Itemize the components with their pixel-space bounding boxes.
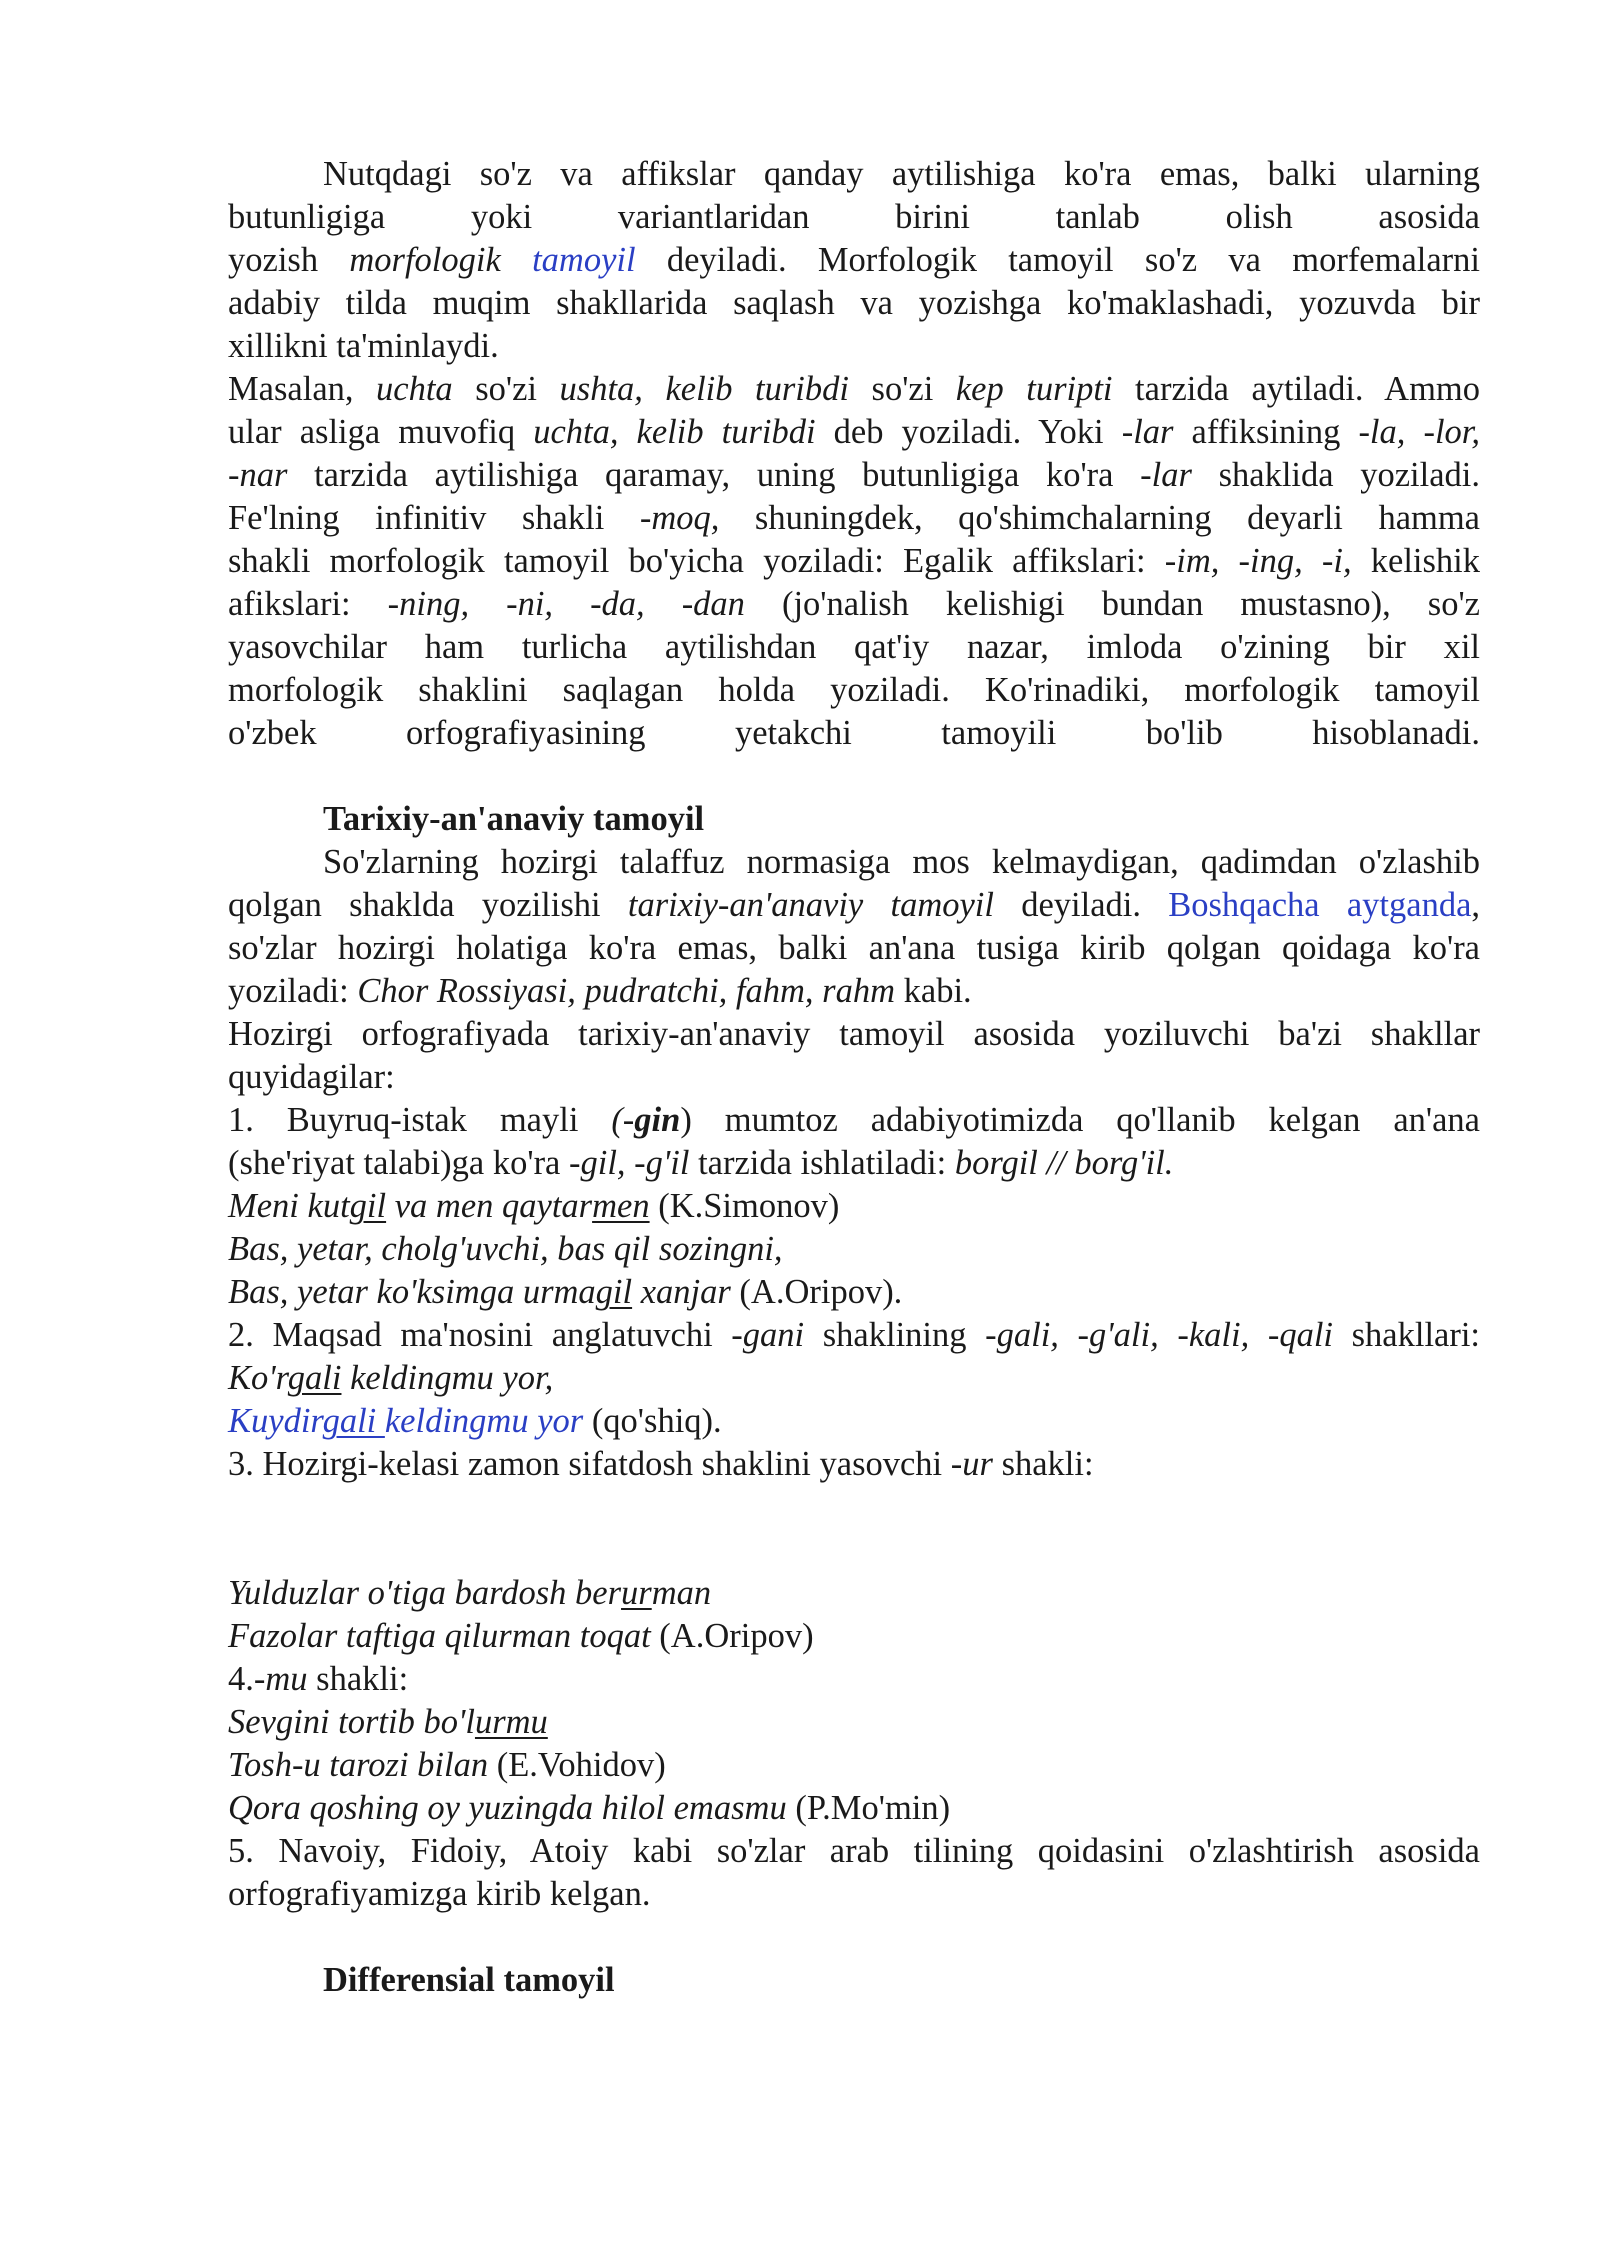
paragraph-line: Masalan, uchta so'zi ushta, kelib turibdi so'zi kep turipti tarzida aytiladi. Ammo [228, 370, 1480, 408]
paragraph-line: o'zbek orfografiyasining yetakchi tamoyili bo'lib hisoblanadi. [228, 714, 1480, 752]
paragraph-line: xillikni ta'minlaydi. [228, 327, 499, 365]
term-link: Boshqacha aytganda [1168, 886, 1472, 924]
quote-line: Kuydirgali keldingmu yor (qo'shiq). [228, 1402, 722, 1440]
document-body [228, 153, 1480, 2002]
list-item: (she'riyat talabi)ga ko'ra -gil, -g'il tarzida ishlatiladi: borgil // borg'il. [228, 1144, 1174, 1182]
paragraph-line: so'zlar hozirgi holatiga ko'ra emas, balki an'ana tusiga kirib qolgan qoidaga ko'ra [228, 929, 1480, 967]
term-link: tamoyil [532, 241, 636, 279]
quote-line: Bas, yetar ko'ksimga urmagil xanjar (A.Oripov). [228, 1273, 903, 1311]
paragraph-line: butunligiga yoki variantlaridan birini tanlab olish asosida [228, 198, 1480, 236]
paragraph-line: afikslari: -ning, -ni, -da, -dan (jo'nalish kelishigi bundan mustasno), so'z [228, 585, 1480, 623]
quote-line: Sevgini tortib bo'lurmu [228, 1703, 548, 1741]
paragraph-line: yasovchilar ham turlicha aytilishdan qat'iy nazar, imloda o'zining bir xil [228, 628, 1480, 666]
paragraph-line: morfologik shaklini saqlagan holda yoziladi. Ko'rinadiki, morfologik tamoyil [228, 671, 1480, 709]
paragraph-line: qolgan shaklda yozilishi tarixiy-an'anaviy tamoyil deyiladi. Boshqacha aytganda, [228, 886, 1481, 924]
paragraph-line: -nar tarzida aytilishiga qaramay, uning butunligiga ko'ra -lar shaklida yoziladi. [228, 456, 1480, 494]
quote-line: Meni kutgil va men qaytarmen (K.Simonov) [228, 1187, 840, 1225]
section-heading: Tarixiy-an'anaviy tamoyil [323, 800, 705, 838]
section-heading: Differensial tamoyil [323, 1961, 615, 1999]
quote-line: Tosh-u tarozi bilan (E.Vohidov) [228, 1746, 666, 1784]
paragraph-line: So'zlarning hozirgi talaffuz normasiga mos kelmaydigan, qadimdan o'zlashib [323, 843, 1480, 881]
spacer [228, 1486, 1480, 1572]
quote-line: Qora qoshing oy yuzingda hilol emasmu (P.Mo'min) [228, 1789, 951, 1827]
paragraph-line: shakli morfologik tamoyil bo'yicha yoziladi: Egalik affikslari: -im, -ing, -i, kelishik [228, 542, 1481, 580]
spacer [228, 1916, 1480, 1959]
list-item: orfografiyamizga kirib kelgan. [228, 1875, 651, 1913]
quote-line: Ko'rgali keldingmu yor, [228, 1359, 554, 1397]
paragraph-line: Hozirgi orfografiyada tarixiy-an'anaviy tamoyil asosida yoziluvchi ba'zi shakllar [228, 1015, 1480, 1053]
list-item: 2. Maqsad ma'nosini anglatuvchi -gani shaklining -gali, -g'ali, -kali, -qali shakllari: [228, 1316, 1481, 1354]
paragraph-line: Fe'lning infinitiv shakli -moq, shuningdek, qo'shimchalarning deyarli hamma [228, 499, 1480, 537]
paragraph-line: ular asliga muvofiq uchta, kelib turibdi deb yoziladi. Yoki -lar affiksining -la, -lor, [228, 413, 1480, 451]
list-item: 3. Hozirgi-kelasi zamon sifatdosh shaklini yasovchi -ur shakli: [228, 1445, 1094, 1483]
paragraph-line: adabiy tilda muqim shakllarida saqlash va yozishga ko'maklashadi, yozuvda bir [228, 284, 1480, 322]
quote-line: Bas, yetar, cholg'uvchi, bas qil sozingni, [228, 1230, 783, 1268]
paragraph-line: Nutqdagi so'z va affikslar qanday aytilishiga ko'ra emas, balki ularning [323, 155, 1480, 193]
paragraph-line: quyidagilar: [228, 1058, 395, 1096]
list-item: 4.-mu shakli: [228, 1660, 409, 1698]
quote-line: Fazolar taftiga qilurman toqat (A.Oripov) [228, 1617, 814, 1655]
list-item: 1. Buyruq-istak mayli (-gin) mumtoz adabiyotimizda qo'llanib kelgan an'ana [228, 1101, 1480, 1139]
paragraph-line: yoziladi: Chor Rossiyasi, pudratchi, fahm, rahm kabi. [228, 972, 972, 1010]
list-item: 5. Navoiy, Fidoiy, Atoiy kabi so'zlar arab tilining qoidasini o'zlashtirish asosida [228, 1832, 1480, 1870]
paragraph-line: yozish morfologik tamoyil deyiladi. Morfologik tamoyil so'z va morfemalarni [228, 241, 1480, 279]
quote-line: Yulduzlar o'tiga bardosh berurman [228, 1574, 712, 1612]
spacer [228, 755, 1480, 798]
